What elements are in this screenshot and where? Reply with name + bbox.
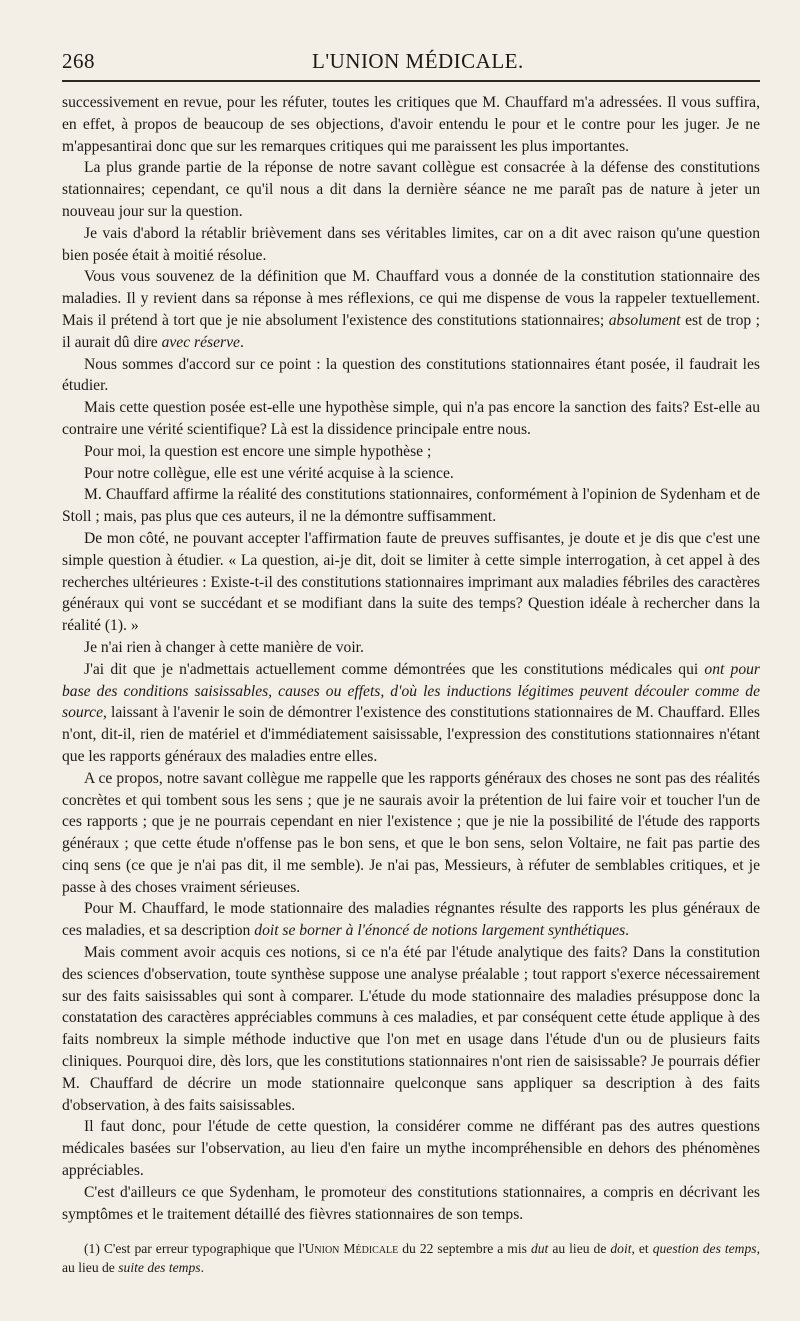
body-text [62, 92, 760, 1225]
italic-text: doit se borner à l'énoncé de notions largement synthétiques [254, 922, 626, 940]
paragraph [62, 266, 760, 353]
text-run: . [625, 922, 630, 940]
paragraph [62, 637, 760, 659]
paragraph [62, 942, 760, 1116]
paragraph [62, 441, 760, 463]
paragraph [62, 898, 760, 942]
text-run: Il faut donc, pour l'étude de cette question, la considérer comme ne différant pas des autres questions médicales basées sur l'observation, au lieu d'en faire un mythe incompréhensible en dehors des phénomènes appréciables. [62, 1118, 760, 1180]
paragraph [62, 768, 760, 899]
paragraph [62, 1116, 760, 1181]
text-run: au lieu de [548, 1241, 611, 1257]
text-run: Pour notre collègue, elle est une vérité acquise à la science. [84, 464, 454, 482]
header-rule [62, 80, 760, 82]
text-run: est de trop ; il aurait dû dire [62, 311, 760, 351]
footnote [62, 1239, 760, 1277]
text-run: Je n'ai rien à changer à cette manière de voir. [84, 638, 364, 656]
text-run: , au lieu de [62, 1241, 760, 1276]
text-run: A ce propos, notre savant collègue me rappelle que les rapports généraux des choses ne sont pas des réalités concrètes et qui tombent sous les sens ; que je ne saurais avoir la prétention de lui faire voir et toucher l'un de ces rapports ; que je ne pourrais cependant en nier l'existence ; que je nie la possibilité de l'étude des rapports généraux ; que cette étude n'offense pas le bon sens, et que le bon sens, selon Voltaire, ne fait pas partie des cinq sens (ce que je n'ai pas dit, il me semble). Je n'ai pas, Messieurs, à réfuter de semblables critiques, et je passe à des choses vraiment sérieuses. [62, 769, 760, 896]
paragraph [62, 1182, 760, 1226]
paragraph [62, 659, 760, 768]
small-caps-text: Union Médicale [304, 1241, 399, 1257]
text-run: , et [631, 1241, 653, 1257]
italic-text: avec réserve [161, 333, 240, 351]
paragraph [62, 92, 760, 157]
journal-title: L'UNION MÉDICALE. [312, 49, 524, 73]
text-run: Nous sommes d'accord sur ce point : la question des constitutions stationnaires étant posée, il faudrait les étudier. [62, 355, 760, 395]
footnote-paragraph [62, 1239, 760, 1277]
text-run: Je vais d'abord la rétablir brièvement dans ses véritables limites, car on a dit avec raison qu'une question bien posée était à moitié résolue. [62, 224, 760, 264]
paragraph [62, 223, 760, 267]
text-run: La plus grande partie de la réponse de notre savant collègue est consacrée à la défense des constitutions stationnaires; cependant, ce qu'il nous a dit dans la dernière séance ne me paraît pas de nature à jeter un nouveau jour sur la question. [62, 159, 760, 220]
text-run: C'est d'ailleurs ce que Sydenham, le promoteur des constitutions stationnaires, a compris en décrivant les symptômes et le traitement détaillé des fièvres stationnaires de son temps. [62, 1183, 760, 1223]
italic-text: question des temps [652, 1241, 757, 1257]
text-run: (1) C'est par erreur typographique que l' [84, 1241, 305, 1257]
text-run: Pour M. Chauffard, le mode stationnaire des maladies régnantes résulte des rapports les plus généraux de ces maladies, et sa description [62, 900, 760, 940]
text-run: De mon côté, ne pouvant accepter l'affirmation faute de preuves suffisantes, je doute et je dis que c'est une simple question à étudier. « La question, ai-je dit, doit se limiter à cette simple interrogation, à cet appel à des recherches ultérieures : Existe-t-il des constitutions stationnaires imprimant aux maladies fébriles des caractères généraux qui vont se succédant et se modifiant dans la suite des temps? Question idéale à rechercher dans la réalité (1). » [62, 529, 761, 635]
italic-text: absolument [608, 311, 681, 329]
italic-text: ont pour base des conditions saisissables, causes ou effets, d'où les inductions légitimes peuvent découler comme de source [62, 660, 760, 722]
text-run: Mais cette question posée est-elle une hypothèse simple, qui n'a pas encore la sanction des faits? Est-elle au contraire une vérité scientifique? Là est la dissidence principale entre nous. [62, 399, 760, 438]
text-run: successivement en revue, pour les réfuter, toutes les critiques que M. Chauffard m'a adressées. Il vous suffira, en effet, à propos de beaucoup de ses objections, d'avoir entendu le pour et le contre pour les juger. Je ne m'appesantirai donc que sur les remarques critiques qui me paraissent les plus importantes. [62, 94, 760, 155]
text-run: , laissant à l'avenir le soin de démontrer l'existence des constitutions stationnaires de M. Chauffard. Elles n'ont, dit-il, rien de matériel et d'immédiatement saisissable, l'expression des constitutions stationnaires n'étant que les rapports généraux des maladies entre elles. [62, 704, 760, 765]
italic-text: suite des temps [118, 1260, 201, 1276]
italic-text: dut [530, 1241, 549, 1257]
italic-text: doit [610, 1241, 632, 1257]
running-head [62, 48, 760, 78]
paragraph [62, 463, 760, 485]
page-number: 268 [62, 49, 95, 73]
paragraph [62, 354, 760, 398]
text-run: Vous vous souvenez de la définition que M. Chauffard vous a donnée de la constitution stationnaire des maladies. Il y revient dans sa réponse à mes réflexions, ce qui me dispense de vous la rappeler textuellement. Mais il prétend à tort que je nie absolument l'existence des constitutions stationnaires; [62, 268, 760, 329]
text-run: . [239, 333, 244, 351]
text-run: J'ai dit que je n'admettais actuellement comme démontrées que les constitutions médicales qui [84, 660, 705, 678]
paragraph [62, 397, 760, 441]
paragraph [62, 157, 760, 222]
text-run: du 22 septembre a mis [398, 1241, 531, 1257]
text-run: M. Chauffard affirme la réalité des constitutions stationnaires, conformément à l'opinion de Sydenham et de Stoll ; mais, pas plus que ces auteurs, il ne la démontre suffisamment. [62, 486, 760, 526]
text-run: Mais comment avoir acquis ces notions, si ce n'a été par l'étude analytique des faits? Dans la constitution des sciences d'observation, toute synthèse suppose une analyse préalable ; tout rapport s'exerce nécessairement sur des faits saisissables qui sont à comparer. L'étude du mode stationnaire des maladies présuppose donc la constatation des caractères appréciables communs à ces maladies, et par conséquent cette étude applique à des faits nombreux la simple méthode inductive que l'on met en usage dans l'étude d'un ou de plusieurs faits cliniques. Pourquoi dire, dès lors, que les constitutions stationnaires n'ont rien de saisissable? Je pourrais défier M. Chauffard de décrire un mode stationnaire quelconque sans appliquer sa description à des faits d'observation, à des faits saisissables. [62, 944, 760, 1114]
text-run: . [200, 1260, 204, 1276]
text-run: Pour moi, la question est encore une simple hypothèse ; [84, 442, 432, 460]
paragraph [62, 528, 760, 637]
paragraph [62, 484, 760, 528]
